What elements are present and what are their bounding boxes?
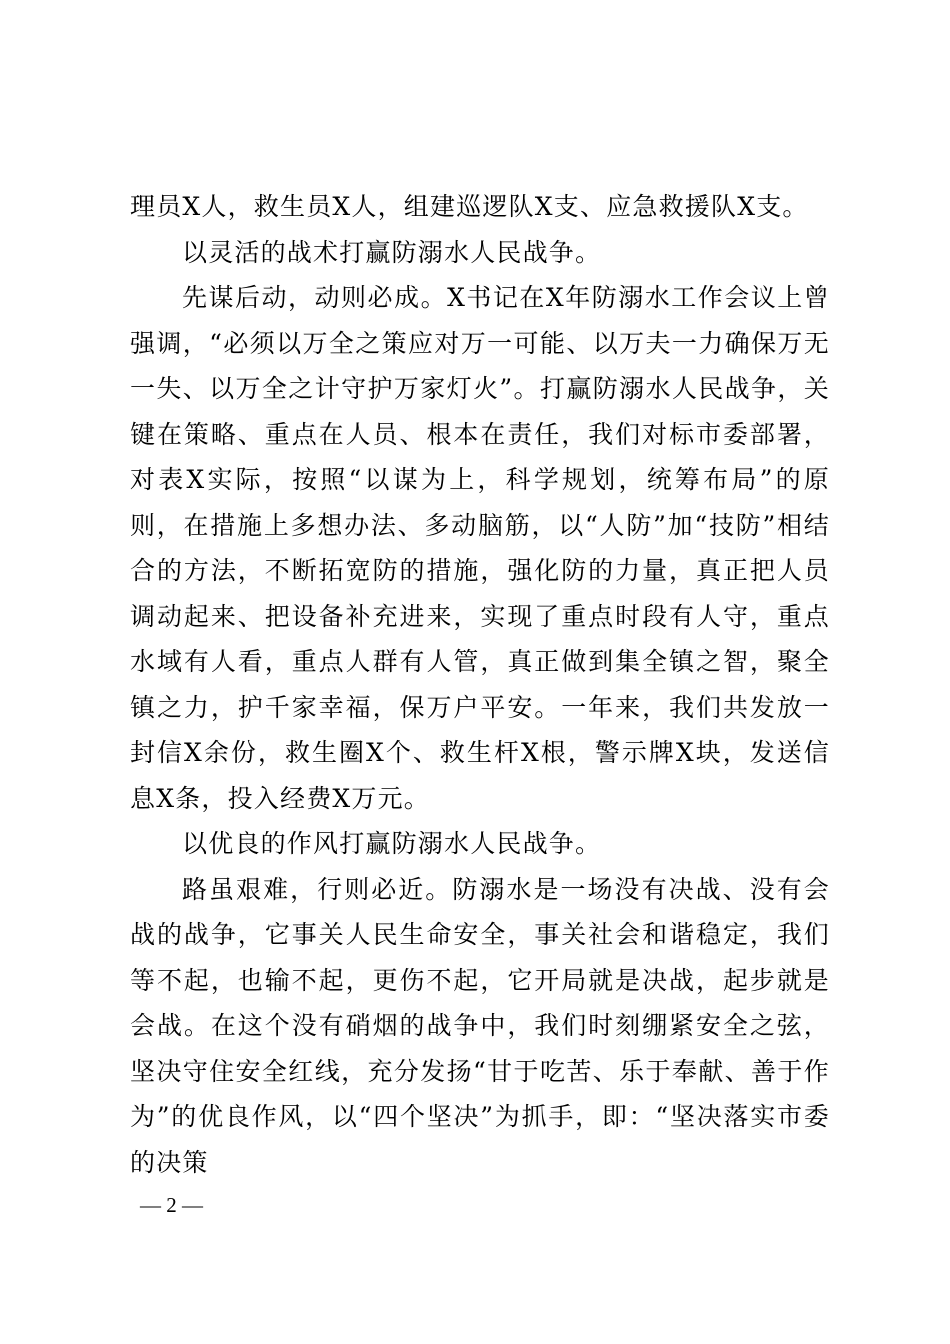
- section-heading-tactics: 以灵活的战术打赢防溺水人民战争。: [182, 237, 602, 267]
- body-text: [130, 184, 830, 1185]
- section-heading-style: 以优良的作风打赢防溺水人民战争。: [182, 829, 602, 858]
- paragraph-1: 理员X人，救生员X人，组建巡逻队X支、应急救援队X支。: [130, 192, 809, 221]
- page-number: — 2 —: [140, 1193, 203, 1217]
- paragraph-3: 先谋后动，动则必成。X书记在X年防溺水工作会议上曾强调，“必须以万全之策应对万一可能、以万夫一力确保万无一失、以万全之计守护万家灯火”。打赢防溺水人民战争，关键在策略、重点在人员、根本在责任，我们对标市委部署，对表X实际，按照“以谋为上，科学规划，统筹布局”的原则，在措施上多想办法、多动脑筋，以“人防”加“技防”相结合的方法，不断拓宽防的措施，强化防的力量，真正把人员调动起来、把设备补充进来，实现了重点时段有人守，重点水域有人看，重点人群有人管，真正做到集全镇之智，聚全镇之力，护千家幸福，保万户平安。一年来，我们共发放一封信X余份，救生圈X个、救生杆X根，警示牌X块，发送信息X条，投入经费X万元。: [130, 283, 830, 813]
- paragraph-5: 路虽艰难，行则必近。防溺水是一场没有决战、没有会战的战争，它事关人民生命安全，事关社会和谐稳定，我们等不起，也输不起，更伤不起，它开局就是决战，起步就是会战。在这个没有硝烟的战争中，我们时刻绷紧安全之弦，坚决守住安全红线，充分发扬“甘于吃苦、乐于奉献、善于作为”的优良作风，以“四个坚决”为抓手，即：“坚决落实市委的决策: [130, 874, 830, 1177]
